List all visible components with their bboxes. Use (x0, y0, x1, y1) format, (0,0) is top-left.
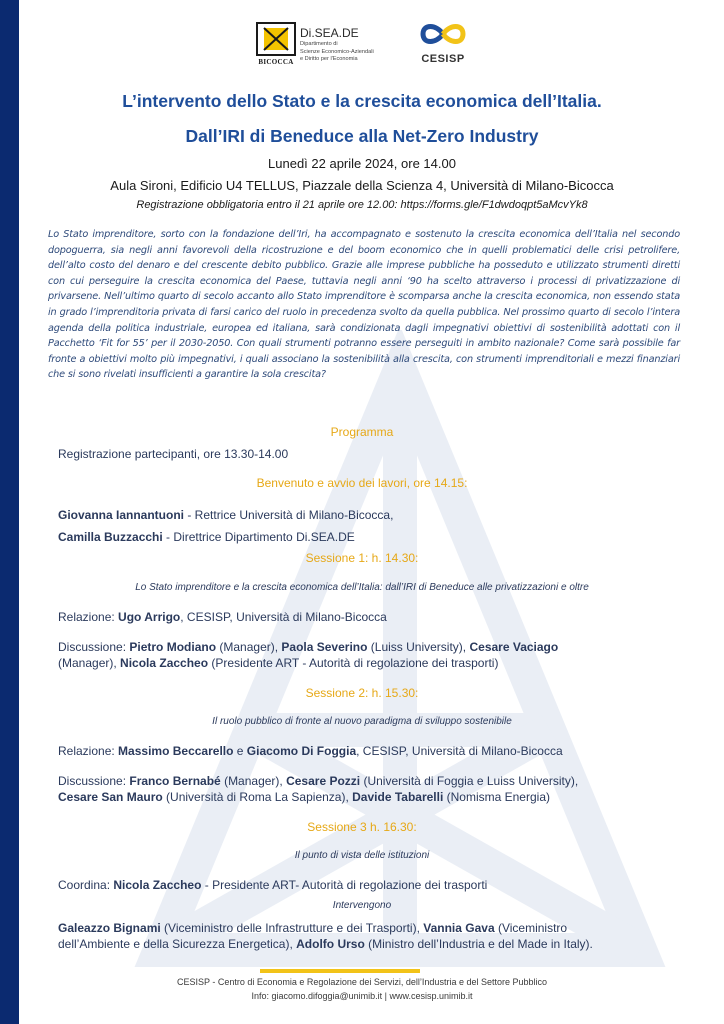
session-3-heading: Sessione 3 h. 16.30: (307, 820, 417, 834)
infinity-icon (418, 22, 468, 46)
disea-logo (300, 26, 400, 63)
bicocca-logo (256, 22, 296, 68)
welcome-speaker (58, 529, 658, 545)
session-1-heading: Sessione 1: h. 14.30: (305, 551, 419, 565)
speaker-name: Giovanna Iannantuoni (58, 508, 185, 522)
intervengono-label: Intervengono (332, 900, 392, 911)
bicocca-wordmark: BICOCCA (258, 58, 294, 66)
bicocca-emblem-icon (258, 24, 294, 54)
cesisp-logo (414, 22, 472, 65)
session-1-discussione: Discussione: Pietro Modiano (Manager), Paola Severino (Luiss University), Cesare Vaciago (Manager), Nicola Zaccheo (Presidente ART - Autorità di regolazione dei trasporti) (58, 640, 559, 670)
speaker-role: - Direttrice Dipartimento Di.SEA.DE (162, 530, 355, 544)
registration-link[interactable]: Registrazione obbligatoria entro il 21 aprile ore 12.00: https://forms.gle/F1dwdoqpt5aMcvYk8 (136, 199, 588, 211)
session-3-coordina: Coordina: Nicola Zaccheo - Presidente ART- Autorità di regolazione dei trasporti (58, 878, 488, 892)
registration-line: Registrazione partecipanti, ore 13.30-14.00 (58, 447, 289, 461)
session-1-relazione: Relazione: Ugo Arrigo, CESISP, Università di Milano-Bicocca (58, 610, 387, 624)
footer-divider (260, 969, 420, 973)
session-3-title: Il punto di vista delle istituzioni (294, 850, 430, 861)
abstract-paragraph: Lo Stato imprenditore, sorto con la fondazione dell’Iri, ha accompagnato e sostenuto la crescita economica dell’Italia nel secondo dopoguerra, sia negli anni favorevoli della ricostruzione e del boom economico che in quelli problematici delle crisi petrolifere, dell’alto costo del denaro e del crescente debito pubblico. Grazie alle imprese pubbliche ha posseduto e utilizzato strumenti diretti con cui perseguire la crescita economica del Paese, tuttavia negli anni ‘90 ha scelto attraverso i processi di privatizzazione di privarsene. Nell’ultimo quarto di secolo accanto allo Stato imprenditore è scomparsa anche la crescita economica, non essendo stata in grado l’imprenditoria privata di farsi carico del ruolo in precedenza svolto da quella pubblica. Nel prossimo quarto di secolo l’intera agenda della politica industriale, europea ed italiana, sarà condizionata dagli impegnativi obiettivi di sostenibilità adottati con il Pacchetto ‘Fit for 55’ per il 2030-2050. Con quali strumenti potranno essere perseguiti in ambito nazionale? Come sarà possibile far fronte a obiettivi molto più impegnativi, i quali associano la sostenibilità alla crescita, con strumenti imprenditoriali e mezzi finanziari che si sono rivelati insufficienti a garantire la sola crescita? (48, 229, 680, 381)
event-title: L’intervento dello Stato e la crescita economica dell’Italia. (122, 91, 602, 111)
speaker-name: Camilla Buzzacchi (58, 530, 163, 544)
program-heading: Programma (330, 425, 394, 439)
session-2-relazione: Relazione: Massimo Beccarello e Giacomo Di Foggia, CESISP, Università di Milano-Bicocca (58, 744, 563, 758)
session-3-speakers: Galeazzo Bignami (Viceministro delle Infrastrutture e dei Trasporti), Vannia Gava (Viceministro dell’Ambiente e della Sicurezza Energetica), Adolfo Urso (Ministro dell’Industria e del Made in Italy). (58, 921, 593, 951)
session-2-discussione: Discussione: Franco Bernabé (Manager), Cesare Pozzi (Università di Foggia e Luiss University), Cesare San Mauro (Università di Roma La Sapienza), Davide Tabarelli (Nomisma Energia) (58, 774, 579, 804)
disea-dept-line: Scienze Economico-Aziendali (300, 48, 374, 55)
session-1-title: Lo Stato imprenditore e la crescita economica dell’Italia: dall’IRI di Beneduce alle privatizzazioni e oltre (135, 582, 589, 593)
event-subtitle: Dall’IRI di Beneduce alla Net-Zero Industry (185, 126, 539, 146)
session-2-heading: Sessione 2: h. 15.30: (305, 686, 419, 700)
welcome-speaker (58, 507, 658, 523)
event-date: Lunedì 22 aprile 2024, ore 14.00 (268, 156, 456, 171)
cesisp-name: CESISP (421, 53, 465, 65)
session-2-title: Il ruolo pubblico di fronte al nuovo paradigma di sviluppo sostenibile (212, 716, 512, 727)
header-logos (0, 22, 724, 74)
footer-contact[interactable]: Info: giacomo.difoggia@unimib.it | www.cesisp.unimib.it (251, 991, 473, 1001)
disea-dept-line: e Diritto per l'Economia (300, 56, 358, 63)
left-accent-bar (0, 0, 19, 1024)
welcome-heading: Benvenuto e avvio dei lavori, ore 14.15: (256, 476, 468, 490)
disea-name: Di.SEA.DE (300, 26, 359, 40)
event-place: Aula Sironi, Edificio U4 TELLUS, Piazzale della Scienza 4, Università di Milano-Bicocca (110, 178, 614, 193)
footer-organization: CESISP - Centro di Economia e Regolazione dei Servizi, dell’Industria e del Settore Pubblico (176, 977, 548, 987)
disea-dept-line: Dipartimento di (300, 41, 338, 47)
bicocca-emblem (256, 22, 296, 56)
speaker-role: - Rettrice Università di Milano-Bicocca, (184, 508, 394, 522)
